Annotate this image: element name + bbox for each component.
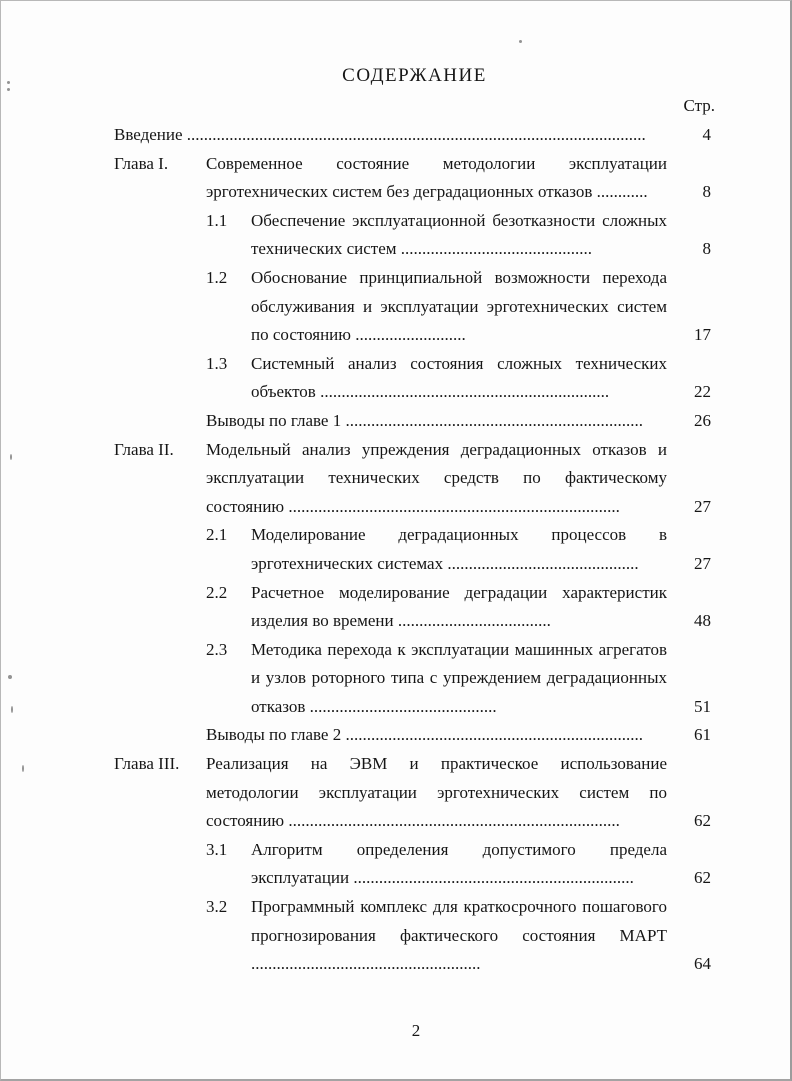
toc-entry — [114, 150, 715, 207]
toc-entry-dot-leader: .................................................................. — [353, 868, 634, 888]
toc-entry-page-number: 27 — [694, 496, 711, 516]
toc-entry-text: Алгоритм определения допустимого предела эксплуатации — [251, 839, 667, 888]
toc-entry-label: 1.3 — [206, 353, 228, 373]
toc-entry-text: Методика перехода к эксплуатации машинных агрегатов и узлов роторного типа с упреждением деградационных отказов — [251, 639, 667, 716]
toc-entry-text: Моделирование деградационных процессов в эрготехнических системах — [251, 525, 667, 573]
scan-artifact — [22, 765, 24, 772]
toc-entry-page-number: 64 — [694, 954, 711, 974]
toc-entry-text: Обоснование принципиальной возможности перехода обслуживания и эксплуатации эрготехнических систем по состоянию — [251, 267, 667, 345]
toc-entry-label: 2.3 — [206, 639, 228, 659]
toc-entry-dot-leader: .............................................................................. — [288, 811, 620, 831]
table-of-contents — [114, 121, 715, 979]
page-column-header: Стр. — [683, 96, 715, 115]
toc-entry-text: Введение — [114, 125, 183, 144]
scan-artifact — [7, 88, 10, 91]
toc-entry-label: Глава I. — [114, 153, 169, 173]
toc-entry — [114, 836, 715, 893]
toc-entry-label: 2.2 — [206, 582, 228, 602]
toc-entry — [114, 121, 715, 150]
toc-entry-dot-leader: ............................................ — [309, 696, 497, 716]
toc-entry-dot-leader: .......................... — [355, 325, 466, 345]
toc-entry-text: Реализация на ЭВМ и практическое использование методологии эксплуатации эрготехнических систем по состоянию — [206, 754, 667, 831]
scan-artifact — [7, 81, 10, 84]
toc-entry-page-number: 4 — [702, 125, 711, 144]
toc-entry-page-number: 51 — [694, 696, 711, 716]
footer-page-number: 2 — [411, 1021, 421, 1040]
toc-entry — [114, 436, 715, 522]
scan-artifact — [10, 454, 12, 460]
toc-entry-text: Выводы по главе 1 — [206, 410, 342, 430]
toc-entry-dot-leader: ............................................................................................................ — [186, 125, 646, 144]
toc-entry-dot-leader: ............ — [596, 182, 648, 202]
toc-entry — [114, 350, 715, 407]
toc-entry — [114, 721, 715, 750]
toc-entry-page-number: 48 — [694, 611, 711, 631]
toc-entry-dot-leader: ............................................. — [447, 553, 639, 573]
scan-artifact — [8, 675, 12, 679]
toc-entry-page-number: 62 — [694, 868, 711, 888]
toc-entry-text: Системный анализ состояния сложных технических объектов — [251, 353, 667, 402]
toc-entry — [114, 407, 715, 436]
toc-entry-page-number: 62 — [694, 811, 711, 831]
toc-entry-dot-leader: .................................... — [397, 611, 551, 631]
toc-entry-page-number: 61 — [694, 725, 711, 745]
toc-entry-dot-leader: .................................................................... — [320, 382, 610, 402]
toc-entry-label: 2.1 — [206, 525, 228, 545]
toc-entry-label: 1.2 — [206, 267, 228, 287]
toc-entry-dot-leader: ...................................................................... — [345, 725, 643, 745]
toc-entry-dot-leader: ...................................................................... — [345, 410, 643, 430]
toc-entry-page-number: 26 — [694, 410, 711, 430]
toc-entry-text: Модельный анализ упреждения деградационных отказов и эксплуатации технических средств по фактическому состоянию — [206, 439, 667, 516]
toc-entry-dot-leader: ...................................................... — [251, 954, 481, 974]
toc-entry — [114, 207, 715, 264]
toc-entry-dot-leader: ............................................. — [400, 239, 593, 259]
scan-artifact — [519, 40, 522, 43]
toc-entry-label: 1.1 — [206, 210, 228, 230]
toc-entry-label: Глава II. — [114, 439, 174, 459]
toc-entry-label: 3.1 — [206, 839, 228, 859]
toc-entry-page-number: 17 — [694, 325, 711, 345]
toc-entry-text: Выводы по главе 2 — [206, 725, 342, 745]
page-title: СОДЕРЖАНИЕ — [342, 65, 487, 86]
toc-entry-page-number: 8 — [702, 182, 711, 202]
toc-entry — [114, 750, 715, 836]
toc-entry — [114, 636, 715, 722]
toc-entry — [114, 893, 715, 979]
toc-entry-text: Современное состояние методологии эксплуатации эрготехнических систем без деградационных отказов — [206, 153, 667, 202]
toc-entry-page-number: 22 — [694, 382, 711, 402]
toc-entry-label: 3.2 — [206, 897, 228, 917]
toc-entry — [114, 521, 715, 578]
scan-artifact — [11, 706, 13, 713]
toc-entry — [114, 579, 715, 636]
toc-entry-text: Расчетное моделирование деградации характеристик изделия во времени — [251, 582, 667, 631]
toc-entry-page-number: 27 — [694, 553, 711, 573]
toc-entry-label: Глава III. — [114, 754, 180, 774]
toc-entry-dot-leader: .............................................................................. — [288, 496, 620, 516]
toc-entry-page-number: 8 — [702, 239, 711, 259]
toc-entry — [114, 264, 715, 350]
toc-entry-text: Программный комплекс для краткосрочного пошагового прогнозирования фактического состояния МАРТ — [251, 897, 667, 945]
toc-entry-text: Обеспечение эксплуатационной безотказности сложных технических систем — [251, 210, 667, 259]
